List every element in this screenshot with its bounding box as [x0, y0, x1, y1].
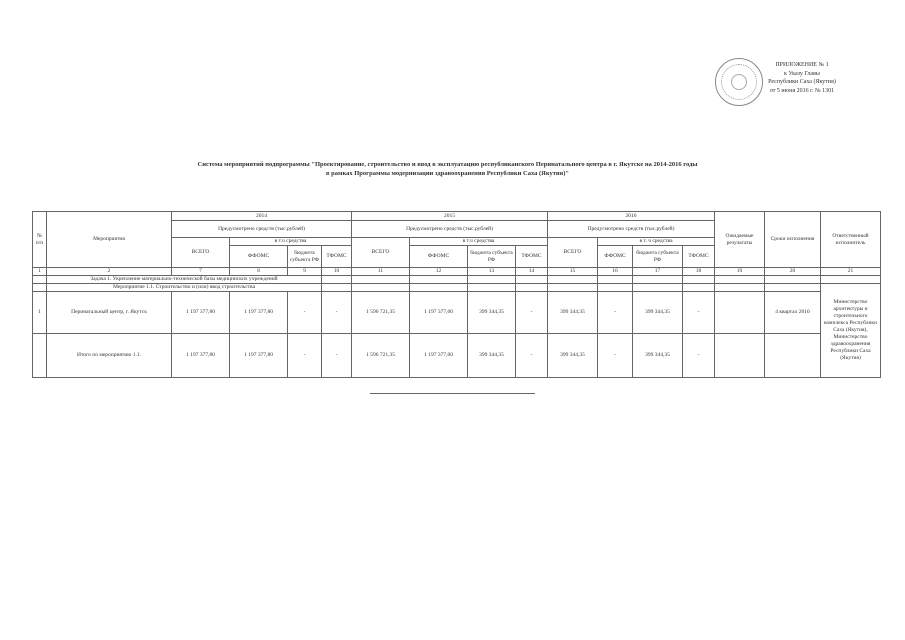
header-num: № п/п: [33, 212, 47, 268]
row-name: Итого по мероприятию 1.1.: [47, 334, 172, 378]
header-including: в т. ч средства: [598, 238, 715, 246]
header-total: ВСЕГО: [548, 238, 598, 268]
cell-value: 399 344,35: [633, 334, 683, 378]
header-tfoms: ТФОМС: [516, 246, 548, 268]
cell-value: -: [598, 334, 633, 378]
header-ffoms: ФФОМС: [598, 246, 633, 268]
column-number: 7: [172, 268, 230, 276]
row-name: Перинатальный центр, г. Якутск: [47, 292, 172, 334]
column-number: 2: [47, 268, 172, 276]
cell-value: -: [288, 334, 322, 378]
header-terms: Сроки исполнения: [765, 212, 821, 268]
header-including: в т.ч средства: [410, 238, 548, 246]
cell-value: 399 344,35: [548, 292, 598, 334]
row-num: [33, 334, 47, 378]
header-event: Мероприятия: [47, 212, 172, 268]
signature-line: [370, 393, 535, 394]
header-funds: Предусмотрено средств (тыс.рублей): [548, 221, 715, 238]
cell-value: 1 197 377,80: [230, 292, 288, 334]
cell-value: 399 344,35: [633, 292, 683, 334]
title-line: в рамках Программы модернизации здравоохранения Республики Саха (Якутия)": [326, 170, 569, 177]
header-budget: бюджета субъекта РФ: [288, 246, 322, 268]
header-year-2015: 2015: [352, 212, 548, 221]
column-number: 20: [765, 268, 821, 276]
cell-value: -: [288, 292, 322, 334]
header-funds: Предусмотрено средств (тыс.рублей): [172, 221, 352, 238]
header-including: в т.ч средства: [230, 238, 352, 246]
task-label: Задача 1. Укрепление материально-технической базы медицинских учреждений: [47, 276, 322, 284]
header-expected: Ожидаемые результаты: [715, 212, 765, 268]
cell-value: 1 197 377,00: [410, 292, 468, 334]
column-number: 11: [352, 268, 410, 276]
column-number: 16: [598, 268, 633, 276]
task-row: [33, 276, 881, 284]
responsible-executor: Министерство архитектуры и строительного комплекса Республики Саха (Якутия), Министерство здравоохранения Республики Саха (Якутия): [821, 284, 881, 378]
column-number: 15: [548, 268, 598, 276]
table-row: [33, 334, 881, 378]
cell-value: -: [516, 292, 548, 334]
official-seal-icon: [715, 58, 763, 106]
column-number: 21: [821, 268, 881, 276]
cell-value: -: [322, 292, 352, 334]
measure-label: Мероприятие 1.1. Строительство и (или) ввод строительства: [47, 284, 322, 292]
header-year-2016: 2016: [548, 212, 715, 221]
cell-value: -: [598, 292, 633, 334]
cell-value: 399 344,35: [468, 292, 516, 334]
column-number: 8: [230, 268, 288, 276]
column-number: 19: [715, 268, 765, 276]
column-number: 1: [33, 268, 47, 276]
cell-value: 1 197 377,00: [410, 334, 468, 378]
cell-value: 1 197 377,80: [230, 334, 288, 378]
column-number: 10: [322, 268, 352, 276]
cell-value: 1 596 721,35: [352, 292, 410, 334]
column-number: 14: [516, 268, 548, 276]
header-year-2014: 2014: [172, 212, 352, 221]
row-num: 1: [33, 292, 47, 334]
events-table: [32, 211, 881, 378]
cell-value: 4 квартал 2016: [765, 292, 821, 334]
header-total: ВСЕГО: [172, 238, 230, 268]
cell-value: -: [683, 334, 715, 378]
header-ffoms: ФФОМС: [410, 246, 468, 268]
cell-value: [715, 334, 765, 378]
appendix-line: от 5 июня 2016 г. № 1301: [769, 87, 835, 94]
cell-value: 399 344,35: [548, 334, 598, 378]
measure-row: [33, 284, 881, 292]
cell-value: 1 197 377,80: [172, 292, 230, 334]
column-number: 13: [468, 268, 516, 276]
column-number: 18: [683, 268, 715, 276]
header-ffoms: ФФОМС: [230, 246, 288, 268]
cell-value: -: [683, 292, 715, 334]
column-number: 12: [410, 268, 468, 276]
document-title: [150, 160, 745, 178]
title-line: Система мероприятий подпрограммы "Проектирование, строительство и ввод в эксплуатацию республиканского Перинатального центра в г. Якутске на 2014-2016 годы: [197, 161, 698, 168]
header-responsible: Ответственный исполнитель: [821, 212, 881, 268]
header-total: ВСЕГО: [352, 238, 410, 268]
cell-value: -: [322, 334, 352, 378]
cell-value: 1 197 377,80: [172, 334, 230, 378]
column-number: 9: [288, 268, 322, 276]
cell-value: 399 344,35: [468, 334, 516, 378]
header-funds: Предусмотрено средств (тыс.рублей): [352, 221, 548, 238]
appendix-line: к Указу Главы: [784, 70, 820, 77]
column-number: 17: [633, 268, 683, 276]
table-row: [33, 292, 881, 334]
appendix-line: Республики Саха (Якутия): [768, 79, 836, 86]
header-tfoms: ТФОМС: [322, 246, 352, 268]
appendix-block: [757, 61, 847, 95]
appendix-line: ПРИЛОЖЕНИЕ № 1: [775, 62, 829, 68]
header-budget: бюджета субъекта РФ: [633, 246, 683, 268]
cell-value: [715, 292, 765, 334]
header-tfoms: ТФОМС: [683, 246, 715, 268]
cell-value: [765, 334, 821, 378]
header-budget: бюджета субъекта РФ: [468, 246, 516, 268]
cell-value: -: [516, 334, 548, 378]
cell-value: 1 596 721,35: [352, 334, 410, 378]
column-numbers-row: [33, 268, 881, 276]
